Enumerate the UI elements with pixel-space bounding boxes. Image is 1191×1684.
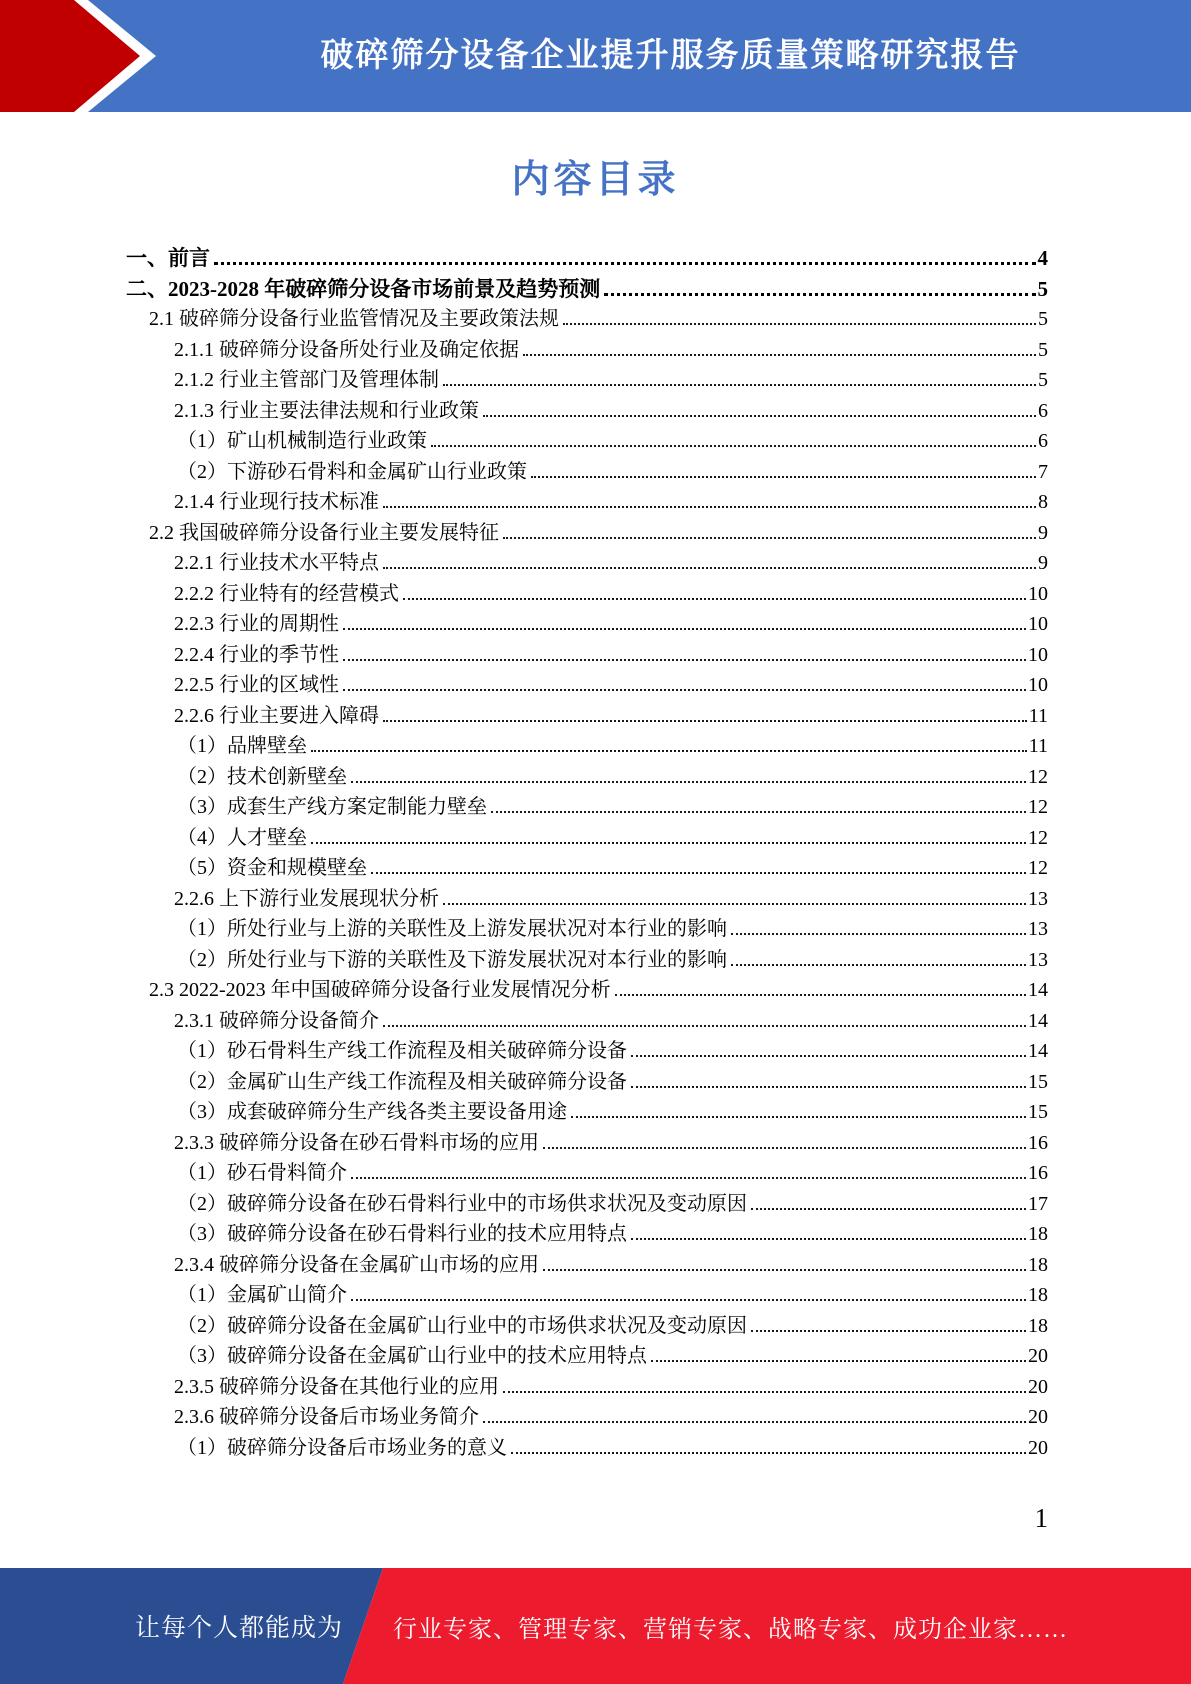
toc-entry[interactable] [126, 1189, 1048, 1220]
dot-leader [343, 689, 1026, 691]
toc-entry[interactable] [126, 1006, 1048, 1037]
toc-entry-label: （3）成套生产线方案定制能力壁垒 [177, 796, 487, 818]
toc-entry-page: 6 [1038, 399, 1048, 422]
toc-entry[interactable] [126, 701, 1048, 732]
toc-entry-page: 18 [1028, 1284, 1048, 1306]
report-title: 破碎筛分设备企业提升服务质量策略研究报告 [320, 35, 1021, 73]
toc-entry[interactable] [126, 1311, 1048, 1342]
toc-entry-page: 20 [1028, 1345, 1048, 1367]
dot-leader [443, 384, 1036, 386]
toc-entry-page: 8 [1038, 491, 1048, 513]
toc-entry-label: （2）金属矿山生产线工作流程及相关破碎筛分设备 [177, 1070, 627, 1093]
toc-entry-label: 2.3.5 破碎筛分设备在其他行业的应用 [174, 1375, 499, 1398]
dot-leader [631, 1238, 1026, 1240]
chevron-red-shape [0, 0, 140, 112]
toc-entry-label: 2.2.6 行业主要进入障碍 [174, 704, 379, 727]
dot-leader [523, 354, 1036, 356]
dot-leader [571, 1116, 1026, 1118]
toc-entry-label: （1）破碎筛分设备后市场业务的意义 [177, 1436, 507, 1459]
footer-slogan-right: 行业专家、管理专家、营销专家、战略专家、成功企业家…… [393, 1616, 1068, 1643]
dot-leader [503, 537, 1036, 539]
toc-entry[interactable] [126, 274, 1048, 305]
toc-entry[interactable] [126, 426, 1048, 457]
toc-entry[interactable] [126, 1280, 1048, 1311]
dot-leader [383, 1025, 1026, 1027]
toc-entry[interactable] [126, 1402, 1048, 1433]
toc-entry-page: 20 [1028, 1375, 1048, 1398]
chevron-arrow-icon [0, 0, 170, 112]
toc-entry-label: （2）破碎筛分设备在砂石骨料行业中的市场供求状况及变动原因 [177, 1192, 747, 1215]
toc-entry-page: 5 [1038, 308, 1048, 330]
toc-entry-page: 14 [1028, 979, 1048, 1001]
toc-entry[interactable] [126, 335, 1048, 366]
dot-leader [543, 1269, 1026, 1271]
dot-leader [615, 994, 1026, 996]
toc-entry[interactable] [126, 853, 1048, 884]
toc-list [126, 243, 1048, 1463]
toc-entry-label: 2.3.1 破碎筛分设备简介 [174, 1009, 379, 1032]
toc-entry-page: 14 [1028, 1040, 1048, 1062]
toc-entry-label: （1）所处行业与上游的关联性及上游发展状况对本行业的影响 [177, 918, 727, 940]
dot-leader [351, 1299, 1026, 1301]
toc-entry-label: 二、2023-2028 年破碎筛分设备市场前景及趋势预测 [126, 276, 601, 301]
toc-entry[interactable] [126, 579, 1048, 610]
toc-entry-label: 2.2.5 行业的区域性 [174, 674, 339, 696]
toc-entry-label: （1）金属矿山简介 [177, 1284, 347, 1306]
toc-entry-label: 2.3.6 破碎筛分设备后市场业务简介 [174, 1406, 479, 1428]
dot-leader [383, 567, 1036, 569]
toc-entry[interactable] [126, 1433, 1048, 1464]
toc-entry-label: （1）矿山机械制造行业政策 [177, 430, 427, 452]
dot-leader [631, 1055, 1026, 1057]
toc-entry-page: 11 [1028, 704, 1048, 727]
dot-leader [491, 811, 1026, 813]
toc-entry-label: （2）技术创新壁垒 [177, 765, 347, 788]
dot-leader [483, 1421, 1026, 1423]
toc-entry-page: 12 [1028, 765, 1048, 788]
dot-leader [731, 933, 1026, 935]
toc-entry[interactable] [126, 1097, 1048, 1128]
dot-leader [503, 1391, 1026, 1393]
dot-leader [383, 506, 1036, 508]
dot-leader [343, 659, 1026, 661]
toc-entry-page: 10 [1028, 582, 1048, 605]
footer-slogan-left: 让每个人都能成为 [135, 1615, 344, 1642]
toc-entry-page: 17 [1028, 1192, 1048, 1215]
dot-leader [383, 720, 1027, 722]
toc-entry-page: 18 [1028, 1314, 1048, 1337]
toc-entry-page: 11 [1028, 735, 1048, 757]
toc-entry-page: 4 [1037, 246, 1048, 270]
dot-leader [543, 1147, 1026, 1149]
toc-entry-label: 2.1.1 破碎筛分设备所处行业及确定依据 [174, 338, 519, 361]
toc-entry[interactable] [126, 1250, 1048, 1281]
toc-entry-page: 7 [1038, 460, 1048, 483]
toc-entry[interactable] [126, 914, 1048, 945]
toc-entry-page: 10 [1028, 674, 1048, 696]
dot-leader [443, 903, 1026, 905]
toc-entry[interactable] [126, 762, 1048, 793]
toc-entry[interactable] [126, 243, 1048, 274]
dot-leader [511, 1452, 1026, 1454]
dot-leader [751, 1208, 1026, 1210]
dot-leader [214, 262, 1036, 265]
dot-leader [343, 628, 1026, 630]
toc-entry-label: 2.3 2022-2023 年中国破碎筛分设备行业发展情况分析 [149, 979, 611, 1001]
toc-entry-page: 18 [1028, 1253, 1048, 1276]
toc-entry-label: 2.3.3 破碎筛分设备在砂石骨料市场的应用 [174, 1131, 539, 1154]
toc-entry-page: 12 [1028, 857, 1048, 879]
toc-entry-page: 14 [1028, 1009, 1048, 1032]
toc-entry-page: 16 [1028, 1162, 1048, 1184]
toc-entry-page: 13 [1028, 948, 1048, 971]
toc-entry-page: 10 [1028, 643, 1048, 666]
toc-entry[interactable] [126, 457, 1048, 488]
dot-leader [351, 1177, 1026, 1179]
toc-entry[interactable] [126, 945, 1048, 976]
toc-entry[interactable] [126, 640, 1048, 671]
toc-entry-label: （3）破碎筛分设备在金属矿山行业中的技术应用特点 [177, 1345, 647, 1367]
toc-entry-label: （1）砂石骨料简介 [177, 1162, 347, 1184]
toc-entry-page: 5 [1038, 338, 1048, 361]
toc-entry-page: 6 [1038, 430, 1048, 452]
toc-entry-label: （2）破碎筛分设备在金属矿山行业中的市场供求状况及变动原因 [177, 1314, 747, 1337]
toc-entry-label: （5）资金和规模壁垒 [177, 857, 367, 879]
toc-entry-label: 2.2.1 行业技术水平特点 [174, 552, 379, 574]
toc-entry-label: 2.1 破碎筛分设备行业监管情况及主要政策法规 [149, 308, 559, 330]
toc-entry-page: 18 [1028, 1223, 1048, 1245]
toc-entry-page: 5 [1038, 369, 1048, 391]
toc-entry-label: 2.1.4 行业现行技术标准 [174, 491, 379, 513]
toc-entry-page: 20 [1028, 1436, 1048, 1459]
toc-entry[interactable] [126, 670, 1048, 701]
toc-entry[interactable] [126, 884, 1048, 915]
toc-entry-label: 2.2.4 行业的季节性 [174, 643, 339, 666]
toc-entry-page: 20 [1028, 1406, 1048, 1428]
dot-leader [403, 598, 1026, 600]
toc-entry[interactable] [126, 1372, 1048, 1403]
toc-entry-page: 16 [1028, 1131, 1048, 1154]
toc-entry-page: 9 [1038, 521, 1048, 544]
toc-entry[interactable] [126, 1128, 1048, 1159]
dot-leader [631, 1086, 1026, 1088]
toc-entry-label: 2.2.6 上下游行业发展现状分析 [174, 887, 439, 910]
toc-title: 内容目录 [511, 159, 680, 201]
toc-entry-label: （3）破碎筛分设备在砂石骨料行业的技术应用特点 [177, 1223, 627, 1245]
toc-entry[interactable] [126, 487, 1048, 518]
toc-entry-label: 2.2.3 行业的周期性 [174, 613, 339, 635]
toc-entry[interactable] [126, 609, 1048, 640]
toc-entry-label: （2）下游砂石骨料和金属矿山行业政策 [177, 460, 527, 483]
toc-entry-page: 12 [1028, 826, 1048, 849]
toc-entry-page: 12 [1028, 796, 1048, 818]
toc-entry-page: 13 [1028, 887, 1048, 910]
toc-entry-page: 13 [1028, 918, 1048, 940]
toc-entry[interactable] [126, 731, 1048, 762]
toc-entry[interactable] [126, 304, 1048, 335]
toc-entry-page: 10 [1028, 613, 1048, 635]
dot-leader [351, 781, 1026, 783]
toc-entry-label: 2.1.3 行业主要法律法规和行业政策 [174, 399, 479, 422]
toc-entry[interactable] [126, 518, 1048, 549]
toc-entry[interactable] [126, 1341, 1048, 1372]
toc-entry-label: 一、前言 [126, 246, 210, 270]
toc-entry[interactable] [126, 975, 1048, 1006]
dot-leader [604, 293, 1035, 296]
toc-entry-page: 9 [1038, 552, 1048, 574]
toc-entry-label: （4）人才壁垒 [177, 826, 307, 849]
header-banner [0, 0, 1191, 112]
toc-entry[interactable] [126, 548, 1048, 579]
dot-leader [563, 323, 1036, 325]
toc-entry-label: （2）所处行业与下游的关联性及下游发展状况对本行业的影响 [177, 948, 727, 971]
toc-entry-page: 15 [1028, 1101, 1048, 1123]
toc-entry-label: 2.2.2 行业特有的经营模式 [174, 582, 399, 605]
toc-entry[interactable] [126, 1067, 1048, 1098]
toc-entry-page: 15 [1028, 1070, 1048, 1093]
dot-leader [483, 415, 1036, 417]
dot-leader [531, 476, 1036, 478]
toc-entry[interactable] [126, 396, 1048, 427]
toc-entry[interactable] [126, 1158, 1048, 1189]
page-number: 1 [1034, 1503, 1048, 1533]
toc-entry-label: （3）成套破碎筛分生产线各类主要设备用途 [177, 1101, 567, 1123]
dot-leader [371, 872, 1026, 874]
dot-leader [731, 964, 1026, 966]
toc-entry[interactable] [126, 365, 1048, 396]
toc-entry-label: 2.3.4 破碎筛分设备在金属矿山市场的应用 [174, 1253, 539, 1276]
toc-entry[interactable] [126, 1036, 1048, 1067]
footer-banner [0, 1568, 1191, 1684]
dot-leader [751, 1330, 1026, 1332]
dot-leader [431, 445, 1036, 447]
toc-entry[interactable] [126, 823, 1048, 854]
dot-leader [311, 750, 1027, 752]
toc-entry[interactable] [126, 792, 1048, 823]
toc-entry[interactable] [126, 1219, 1048, 1250]
dot-leader [311, 842, 1026, 844]
toc-entry-label: （1）品牌壁垒 [177, 735, 307, 757]
toc-entry-label: 2.2 我国破碎筛分设备行业主要发展特征 [149, 521, 499, 544]
toc-entry-label: （1）砂石骨料生产线工作流程及相关破碎筛分设备 [177, 1040, 627, 1062]
dot-leader [651, 1360, 1026, 1362]
toc-entry-label: 2.1.2 行业主管部门及管理体制 [174, 369, 439, 391]
toc-entry-page: 5 [1037, 276, 1048, 301]
